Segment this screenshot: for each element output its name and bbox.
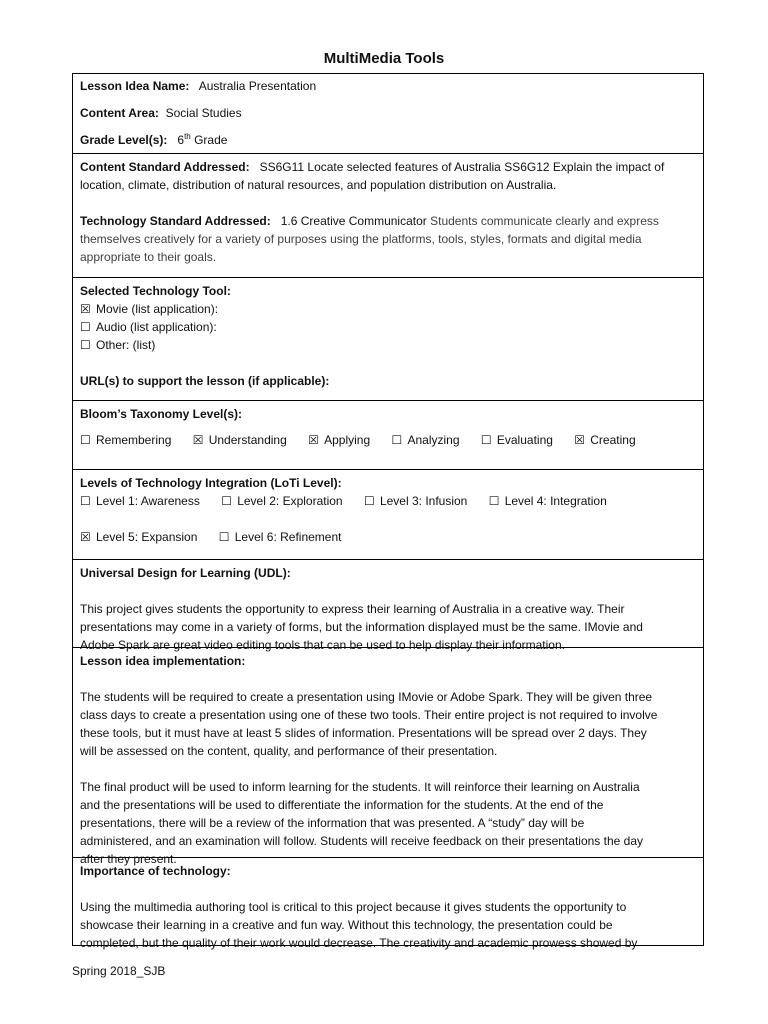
implementation-line: The students will be required to create a presentation using IMovie or Adobe Spark. They will be given three [80,690,653,704]
page-title: MultiMedia Tools [323,50,445,67]
blooms-option-label: Understanding [208,433,287,447]
importance-line: Using the multimedia authoring tool is critical to this project because it gives students the opportunity to [80,900,627,914]
standards-section [73,154,703,278]
loti-option-label: Level 4: Integration [504,494,607,508]
lesson-info-section [73,74,703,154]
tech-standard-line3: appropriate to their goals. [80,250,217,264]
tech-standard-line2: themselves creatively for a variety of purposes using the platforms, tools, styles, formats and digital media [80,232,642,246]
blooms-option-label: Analyzing [407,433,460,447]
loti-options-row1 [80,492,697,510]
implementation-line: administered, and an examination will follow. Students will receive feedback on their presentations the day [80,834,643,848]
checkbox-checked[interactable]: ☒ [80,302,91,316]
checkbox-unchecked[interactable]: ☐ [80,433,91,447]
loti-option [80,528,197,546]
loti-option-label: Level 1: Awareness [96,494,200,508]
loti-option [489,492,607,510]
checkbox-unchecked[interactable]: ☐ [363,494,375,508]
tool-option-label: Other: (list) [96,338,156,352]
grade-word: Grade [194,133,228,147]
checkbox-unchecked[interactable]: ☐ [221,494,232,508]
checkbox-unchecked[interactable]: ☐ [391,433,403,447]
udl-line: presentations may come in a variety of forms, but the information displayed must be the same. IMovie and [80,620,643,634]
tech-standard-line1: Students communicate clearly and express [430,214,659,228]
blooms-label: Bloom’s Taxonomy Level(s): [80,407,243,421]
content-standard-label: Content Standard Addressed: [80,160,250,174]
tool-option-other [80,336,697,354]
udl-line: This project gives students the opportunity to express their learning of Australia in a creative way. Their [80,602,625,616]
tool-option-audio [80,318,697,336]
blooms-options [80,431,697,449]
content-standard-line2: location, climate, distribution of natural resources, and population distribution on Australia. [80,178,557,192]
loti-option [221,492,342,510]
content-area-label: Content Area: [80,106,159,120]
tech-tool-label: Selected Technology Tool: [80,284,231,298]
loti-section [73,470,703,560]
blooms-option [392,431,460,449]
loti-option-label: Level 6: Refinement [234,530,342,544]
blooms-option-label: Applying [324,433,371,447]
importance-section [73,858,703,950]
implementation-line: presentations, there will be a review of the information that was presented. A “study” day will be [80,816,585,830]
blooms-option [481,431,553,449]
tech-standard-label: Technology Standard Addressed: [80,214,271,228]
loti-label: Levels of Technology Integration (LoTi Level): [80,476,342,490]
blooms-option-label: Creating [590,433,636,447]
implementation-label: Lesson idea implementation: [80,654,246,668]
implementation-section [73,648,703,866]
tech-standard-code: 1.6 Creative Communicator [280,214,427,228]
implementation-line: The final product will be used to inform learning for the students. It will reinforce their learning on Australia [80,780,640,794]
lesson-name-label: Lesson Idea Name: [80,79,190,93]
loti-option [219,528,342,546]
loti-option-label: Level 3: Infusion [379,494,468,508]
url-label: URL(s) to support the lesson (if applicable): [80,374,330,388]
blooms-option [193,431,287,449]
blooms-option-label: Evaluating [496,433,553,447]
blooms-section [73,401,703,470]
grade-suffix: th [184,132,191,141]
checkbox-unchecked[interactable]: ☐ [218,530,230,544]
importance-line: showcase their learning in a creative and fun way. Without this technology, the presentation could be [80,918,613,932]
implementation-line: and the presentations will be used to differentiate the information for the students. At the end of the [80,798,604,812]
content-area-value: Social Studies [165,106,242,120]
implementation-line: after they present. [80,852,177,866]
checkbox-unchecked[interactable]: ☐ [80,338,91,352]
blooms-option [80,431,171,449]
content-standard-line1: SS6G11 Locate selected features of Australia SS6G12 Explain the impact of [259,160,665,174]
checkbox-unchecked[interactable]: ☐ [488,494,500,508]
grade-number: 6 [177,133,185,147]
lesson-name-value: Australia Presentation [198,79,317,93]
loti-option [364,492,467,510]
importance-label: Importance of technology: [80,864,231,878]
checkbox-unchecked[interactable]: ☐ [80,320,91,334]
page-footer: Spring 2018_SJB [72,964,166,978]
blooms-option [574,431,635,449]
blooms-option-label: Remembering [96,433,172,447]
lesson-plan-table [72,73,704,950]
technology-tool-section [73,278,703,401]
udl-line: Adobe Spark are great video editing tools that can be used to help display their information. [80,638,565,652]
checkbox-checked[interactable]: ☒ [308,433,319,447]
implementation-line: these tools, but it must have at least 5 slides of information. Presentations will be spread over 2 days. They [80,726,647,740]
checkbox-checked[interactable]: ☒ [574,433,586,447]
loti-option-label: Level 2: Exploration [237,494,343,508]
checkbox-checked[interactable]: ☒ [192,433,204,447]
tool-option-movie [80,300,697,318]
loti-options-row2 [80,528,697,546]
blooms-option [308,431,370,449]
loti-option [80,492,200,510]
udl-label: Universal Design for Learning (UDL): [80,566,291,580]
udl-section [73,560,703,652]
checkbox-unchecked[interactable]: ☐ [480,433,492,447]
importance-line: completed, but the quality of their work would decrease. The creativity and academic prowess showed by [80,936,638,950]
implementation-line: will be assessed on the content, quality, and performance of their presentation. [80,744,498,758]
checkbox-unchecked[interactable]: ☐ [80,494,91,508]
grade-level-label: Grade Level(s): [80,133,168,147]
implementation-line: class days to create a presentation using one of these two tools. Their entire project is not required to involve [80,708,658,722]
tool-option-label: Audio (list application): [96,320,217,334]
tool-option-label: Movie (list application): [96,302,219,316]
checkbox-checked[interactable]: ☒ [80,530,91,544]
loti-option-label: Level 5: Expansion [96,530,198,544]
